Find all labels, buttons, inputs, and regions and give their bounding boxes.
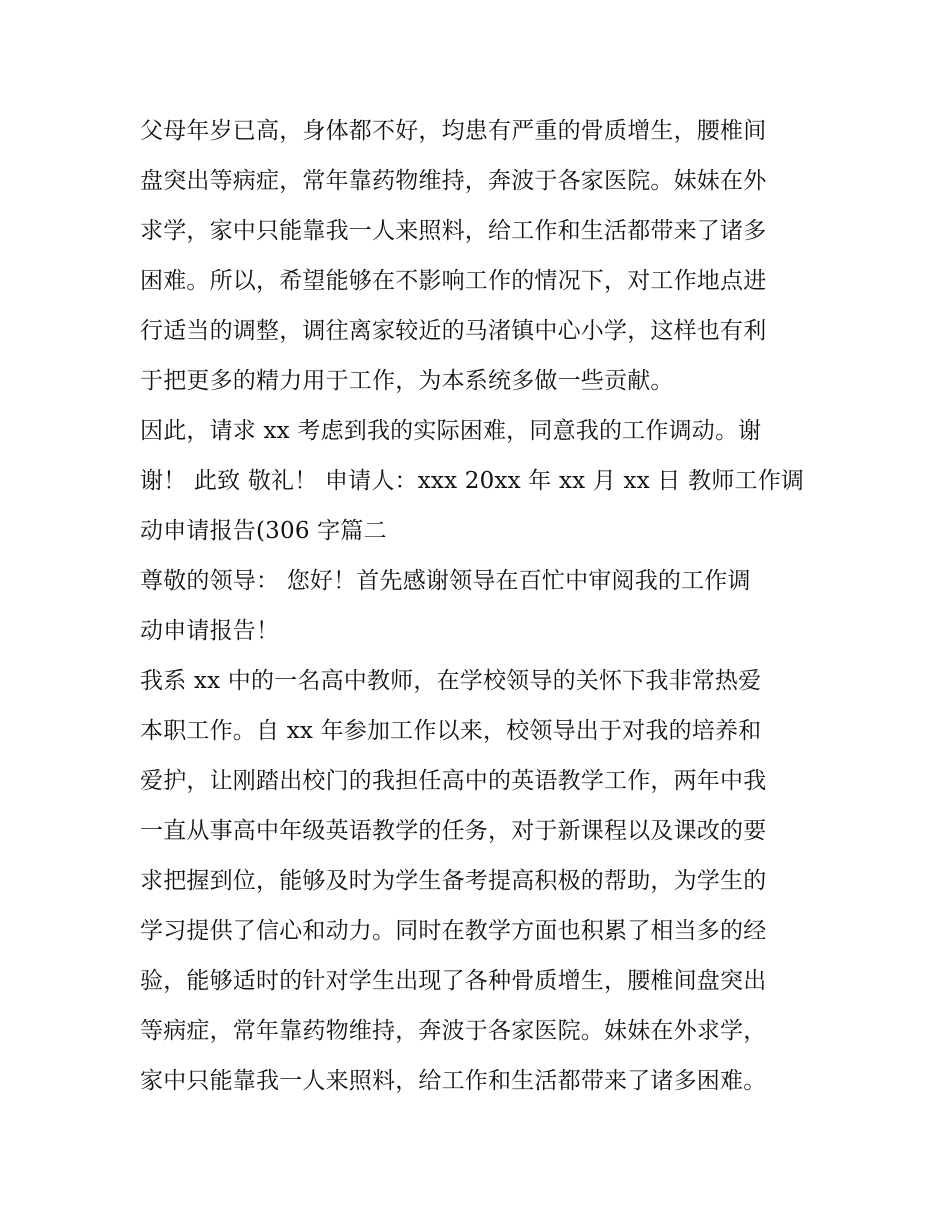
text-line: 求把握到位，能够及时为学生备考提高积极的帮助，为学生的	[140, 868, 767, 894]
text-line: 验，能够适时的针对学生出现了各种骨质增生，腰椎间盘突出	[140, 968, 767, 994]
text-line: 动申请报告！	[140, 618, 280, 644]
text-line: 一直从事高中年级英语教学的任务，对于新课程以及课改的要	[140, 818, 767, 844]
text-line: 行适当的调整，调往离家较近的马渚镇中心小学，这样也有利	[140, 318, 767, 344]
text-line: 等病症，常年靠药物维持，奔波于各家医院。妹妹在外求学，	[140, 1018, 767, 1044]
text-line: 我系 xx 中的一名高中教师，在学校领导的关怀下我非常热爱	[140, 668, 762, 694]
text-line: 父母年岁已高，身体都不好，均患有严重的骨质增生，腰椎间	[140, 118, 767, 144]
text-line: 动申请报告(306 字篇二	[140, 518, 387, 544]
text-line: 困难。所以，希望能够在不影响工作的情况下，对工作地点进	[140, 268, 767, 294]
text-line: 学习提供了信心和动力。同时在教学方面也积累了相当多的经	[140, 918, 767, 944]
document-body	[140, 106, 820, 1106]
text-line: 盘突出等病症，常年靠药物维持，奔波于各家医院。妹妹在外	[140, 168, 767, 194]
text-line: 于把更多的精力用于工作，为本系统多做一些贡献。	[140, 368, 674, 394]
text-line: 求学，家中只能靠我一人来照料，给工作和生活都带来了诸多	[140, 218, 767, 244]
text-line: 爱护，让刚踏出校门的我担任高中的英语教学工作，两年中我	[140, 768, 767, 794]
text-line: 本职工作。自 xx 年参加工作以来，校领导出于对我的培养和	[140, 718, 762, 744]
text-line: 谢！ 此致 敬礼！ 申请人：xxx 20xx 年 xx 月 xx 日 教师工作调	[140, 468, 805, 494]
text-line: 尊敬的领导： 您好！首先感谢领导在百忙中审阅我的工作调	[140, 568, 751, 594]
text-line: 因此，请求 xx 考虑到我的实际困难，同意我的工作调动。谢	[140, 418, 762, 444]
text-line: 家中只能靠我一人来照料，给工作和生活都带来了诸多困难。	[140, 1068, 767, 1094]
